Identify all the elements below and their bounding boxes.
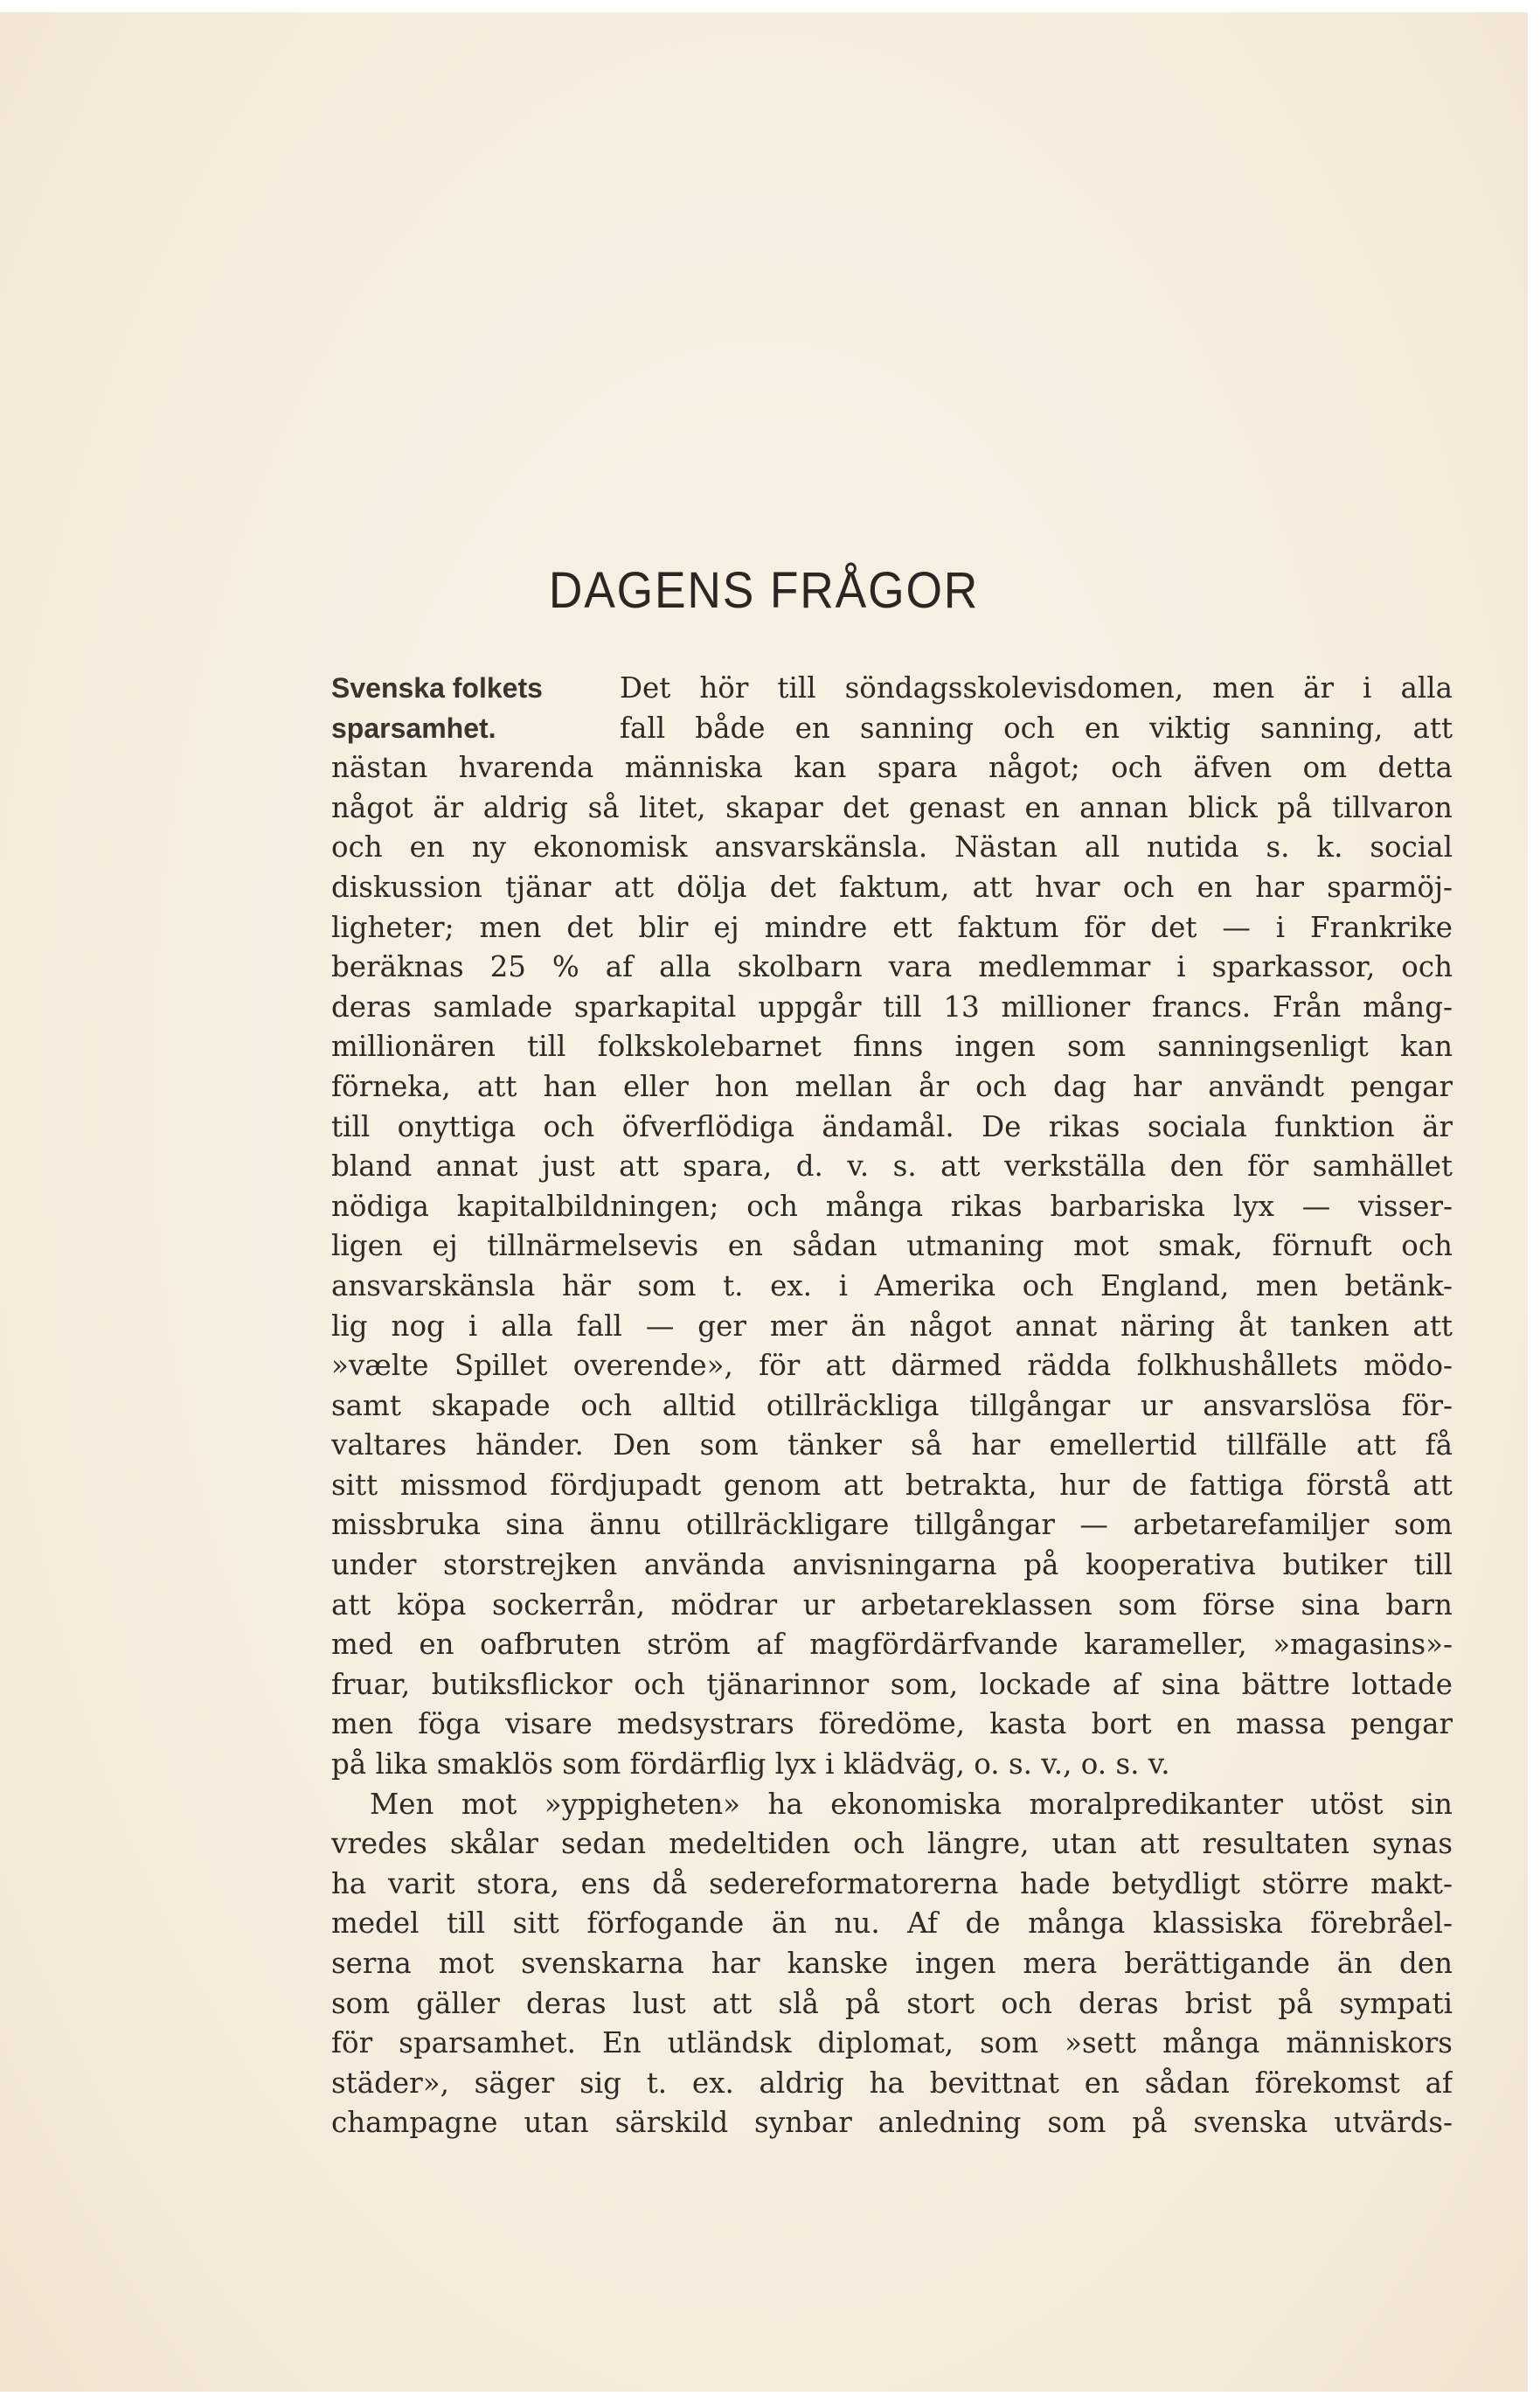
text-line: något är aldrig så litet, skapar det genast en annan blick på tillvaron bbox=[331, 790, 1453, 824]
text-line: ligheter; men det blir ej mindre ett faktum för det — i Frankrike bbox=[331, 910, 1453, 944]
page-title: DAGENS FRÅGOR bbox=[548, 562, 980, 619]
text-line: valtares händer. Den som tänker så har emellertid tillfälle att få bbox=[331, 1428, 1453, 1462]
text-line: nödiga kapitalbildningen; och många rikas barbariska lyx — visser- bbox=[331, 1189, 1453, 1223]
text-line: Men mot »yppigheten» ha ekonomiska moralpredikanter utöst sin bbox=[370, 1787, 1453, 1821]
text-line: på lika smaklös som fördärflig lyx i klädväg, o. s. v., o. s. v. bbox=[331, 1747, 1170, 1781]
text-line: »vælte Spillet overende», för att därmed rädda folkhushållets mödo- bbox=[331, 1349, 1453, 1383]
text-line: ligen ej tillnärmelsevis en sådan utmaning mot smak, förnuft och bbox=[331, 1229, 1453, 1263]
text-line: serna mot svenskarna har kanske ingen mera berättigande än den bbox=[331, 1947, 1453, 1980]
text-line: vredes skålar sedan medeltiden och längre, utan att resultaten synas bbox=[331, 1827, 1453, 1861]
sidenote-line: Svenska folkets bbox=[331, 672, 543, 704]
text-line: förneka, att han eller hon mellan år och dag har användt pengar bbox=[331, 1069, 1453, 1103]
text-line: nästan hvarenda människa kan spara något; och äfven om detta bbox=[331, 751, 1453, 785]
text-line: men föga visare medsystrars föredöme, kasta bort en massa pengar bbox=[331, 1707, 1453, 1741]
text-line: samt skapade och alltid otillräckliga tillgångar ur ansvarslösa för- bbox=[331, 1388, 1453, 1422]
body-text bbox=[331, 669, 1453, 2143]
page bbox=[0, 12, 1528, 2392]
text-line: missbruka sina ännu otillräckligare tillgångar — arbetarefamiljer som bbox=[331, 1508, 1453, 1542]
text-line: diskussion tjänar att dölja det faktum, att hvar och en har sparmöj- bbox=[331, 870, 1453, 904]
text-line: att köpa sockerrån, mödrar ur arbetareklassen som förse sina barn bbox=[331, 1587, 1453, 1622]
text-line: ha varit stora, ens då sedereformatorerna hade betydligt större makt- bbox=[331, 1866, 1453, 1900]
text-line: millionären till folkskolebarnet finns ingen som sanningsenligt kan bbox=[331, 1030, 1453, 1064]
text-line: städer», säger sig t. ex. aldrig ha bevittnat en sådan förekomst af bbox=[331, 2066, 1453, 2100]
text-line: till onyttiga och öfverflödiga ändamål. De rikas sociala funktion är bbox=[331, 1109, 1453, 1143]
text-row bbox=[331, 709, 1453, 749]
text-line: och en ny ekonomisk ansvarskänsla. Nästan all nutida s. k. social bbox=[331, 830, 1453, 865]
text-line: Det hör till söndagsskolevisdomen, men är i alla bbox=[620, 671, 1453, 705]
text-line: för sparsamhet. En utländsk diplomat, som »sett många människors bbox=[331, 2026, 1453, 2060]
text-line: champagne utan särskild synbar anledning som på svenska utvärds- bbox=[331, 2106, 1453, 2140]
text-line: fall både en sanning och en viktig sanning, att bbox=[620, 711, 1453, 745]
text-line: ansvarskänsla här som t. ex. i Amerika och England, men betänk- bbox=[331, 1268, 1453, 1302]
text-line: som gäller deras lust att slå på stort och deras brist på sympati bbox=[331, 1986, 1453, 2020]
text-line: fruar, butiksflickor och tjänarinnor som, lockade af sina bättre lottade bbox=[331, 1667, 1453, 1701]
text-line: beräknas 25 % af alla skolbarn vara medlemmar i sparkassor, och bbox=[331, 950, 1453, 984]
text-line: sitt missmod fördjupadt genom att betrakta, hur de fattiga förstå att bbox=[331, 1468, 1453, 1502]
text-line: under storstrejken använda anvisningarna på kooperativa butiker till bbox=[331, 1548, 1453, 1582]
text-line: med en oafbruten ström af magfördärfvande karameller, »magasins»- bbox=[331, 1628, 1453, 1662]
sidenote-line: sparsamhet. bbox=[331, 712, 496, 744]
text-line: deras samlade sparkapital uppgår till 13 millioner francs. Från mång- bbox=[331, 990, 1453, 1024]
text-line: bland annat just att spara, d. v. s. att verkställa den för samhället bbox=[331, 1149, 1453, 1184]
text-line: medel till sitt förfogande än nu. Af de många klassiska förebråel- bbox=[331, 1906, 1453, 1941]
text-row bbox=[331, 669, 1453, 709]
text-line: lig nog i alla fall — ger mer än något annat näring åt tanken att bbox=[331, 1309, 1453, 1343]
